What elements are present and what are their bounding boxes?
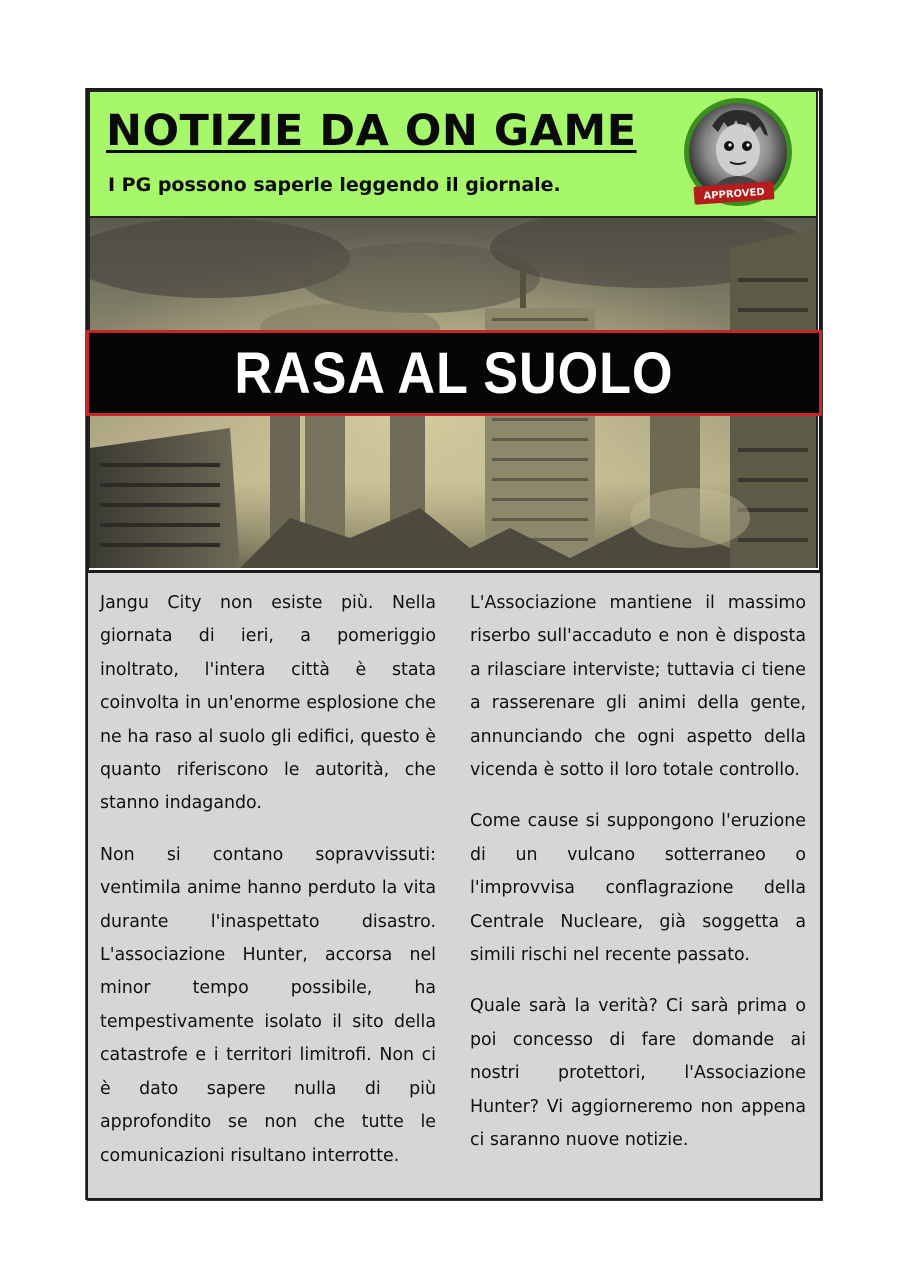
- header-subtitle: I PG possono saperle leggendo il giornale.: [108, 174, 561, 196]
- article-paragraph: Jangu City non esiste più. Nella giornata di ieri, a pomeriggio inoltrato, l'intera città è stata coinvolta in un'enorme esplosione che ne ha raso al suolo gli edifici, questo è quanto riferiscono le autorità, che stanno indagando.: [100, 593, 436, 814]
- header-title: NOTIZIE DA ON GAME: [106, 106, 637, 156]
- article-column-left: [100, 587, 436, 1191]
- article-paragraph: Quale sarà la verità? Ci sarà prima o poi concesso di fare domande ai nostri protettori, l'Associazione Hunter? Vi aggiorneremo non appena ci saranno nuove notizie.: [470, 996, 806, 1151]
- header-banner: [88, 90, 818, 218]
- article-paragraph: L'Associazione mantiene il massimo riserbo sull'accaduto e non è disposta a rilasciare interviste; tuttavia ci tiene a rasserenare gli animi della gente, annunciando che ogni aspetto della vicenda è sotto il loro totale controllo.: [470, 593, 806, 781]
- article-paragraph: Come cause si suppongono l'eruzione di un vulcano sotterraneo o l'improvvisa conflagrazione della Centrale Nucleare, già soggetta a simili rischi nel recente passato.: [470, 811, 806, 966]
- avatar-approved-badge: [678, 96, 798, 216]
- headline-title: RASA AL SUOLO: [234, 340, 674, 406]
- stamp-label: APPROVED: [703, 186, 766, 203]
- article-column-right: [470, 587, 806, 1176]
- headline-banner: [86, 330, 822, 416]
- article-body: [88, 570, 820, 1198]
- article-paragraph: Non si contano sopravvissuti: ventimila anime hanno perduto la vita durante l'inaspettato disastro. L'associazione Hunter, accorsa nel minor tempo possibile, ha tempestivamente isolato il sito della catastrofe e i territori limitrofi. Non ci è dato sapere nulla di più approfondito se non che tutte le comunicazioni risultano interrotte.: [100, 844, 436, 1166]
